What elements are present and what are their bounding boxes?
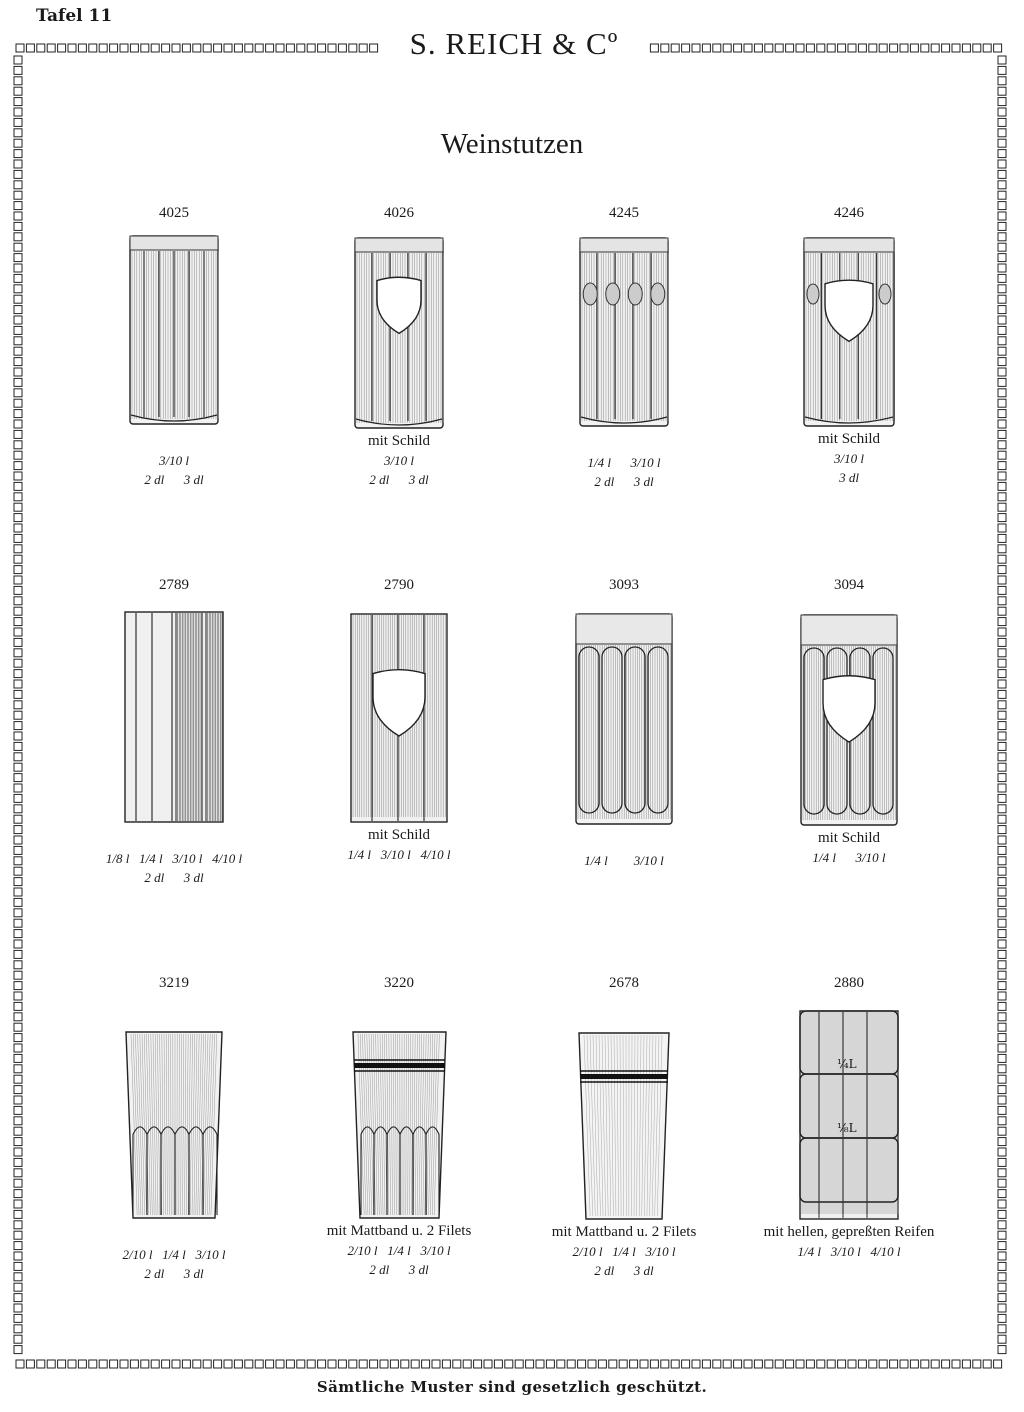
capacity-liters: 1/4 l 3/10 l [587,455,661,470]
copyright-notice: Sämtliche Muster sind gesetzlich geschützt. [316,1378,708,1396]
glass-illustration [803,237,895,427]
item-number: 3219 [159,975,189,991]
item-description: mit Schild [817,830,881,846]
item-number: 4025 [159,205,189,221]
plate-number: Tafel 11 [36,6,113,26]
glass-illustration [579,237,669,427]
glass-illustration [800,614,898,826]
capacity-liters: 3/10 l [384,453,414,468]
item-number: 3220 [384,975,414,991]
capacity-deciliters: 3 dl [839,470,859,485]
capacity-liters: 3/10 l [834,451,864,466]
capacity-liters: 1/4 l 3/10 l 4/10 l [797,1244,901,1259]
item-number: 2790 [384,577,414,593]
item-description: mit hellen, gepreßten Reifen [763,1224,935,1240]
item-number: 4246 [834,205,864,221]
capacity-liters: 1/8 l 1/4 l 3/10 l 4/10 l [105,851,243,866]
item-description: mit Mattband u. 2 Filets [326,1223,472,1239]
item-description: mit Mattband u. 2 Filets [551,1224,697,1240]
item-number: 2789 [159,577,189,593]
capacity-liters: 2/10 l 1/4 l 3/10 l [572,1244,676,1259]
capacity-liters: 2/10 l 1/4 l 3/10 l [122,1247,226,1262]
capacity-deciliters: 2 dl 3 dl [144,1266,204,1281]
glass-illustration [799,1010,899,1220]
capacity-liters: 1/4 l 3/10 l [584,853,664,868]
page-title: Weinstutzen [440,128,584,160]
glass-illustration [124,611,224,823]
capacity-liters: 1/4 l 3/10 l 4/10 l [347,847,451,862]
item-description: mit Schild [367,827,431,843]
capacity-liters: 1/4 l 3/10 l [812,850,886,865]
item-number: 4245 [609,205,639,221]
glass-illustration [354,237,444,429]
item-number: 3093 [609,577,639,593]
capacity-liters: 3/10 l [159,453,189,468]
glass-illustration [352,1031,447,1219]
capacity-deciliters: 2 dl 3 dl [594,1263,654,1278]
capacity-liters: 2/10 l 1/4 l 3/10 l [347,1243,451,1258]
capacity-deciliters: 2 dl 3 dl [144,870,204,885]
glass-illustration [575,613,673,825]
item-number: 3094 [834,577,864,593]
capacity-deciliters: 2 dl 3 dl [369,1262,429,1277]
volume-mark: ¼L [837,1057,857,1071]
item-description: mit Schild [817,431,881,447]
company-name: S. REICH & Cº [380,26,648,62]
capacity-deciliters: 2 dl 3 dl [369,472,429,487]
capacity-deciliters: 2 dl 3 dl [144,472,204,487]
item-number: 2880 [834,975,864,991]
capacity-deciliters: 2 dl 3 dl [594,474,654,489]
glass-illustration [350,613,448,823]
glass-illustration [578,1032,670,1220]
volume-mark: ⅛L [837,1121,857,1135]
glass-illustration [129,235,219,425]
glass-illustration [125,1031,223,1219]
item-number: 4026 [384,205,414,221]
item-description: mit Schild [367,433,431,449]
item-number: 2678 [609,975,639,991]
